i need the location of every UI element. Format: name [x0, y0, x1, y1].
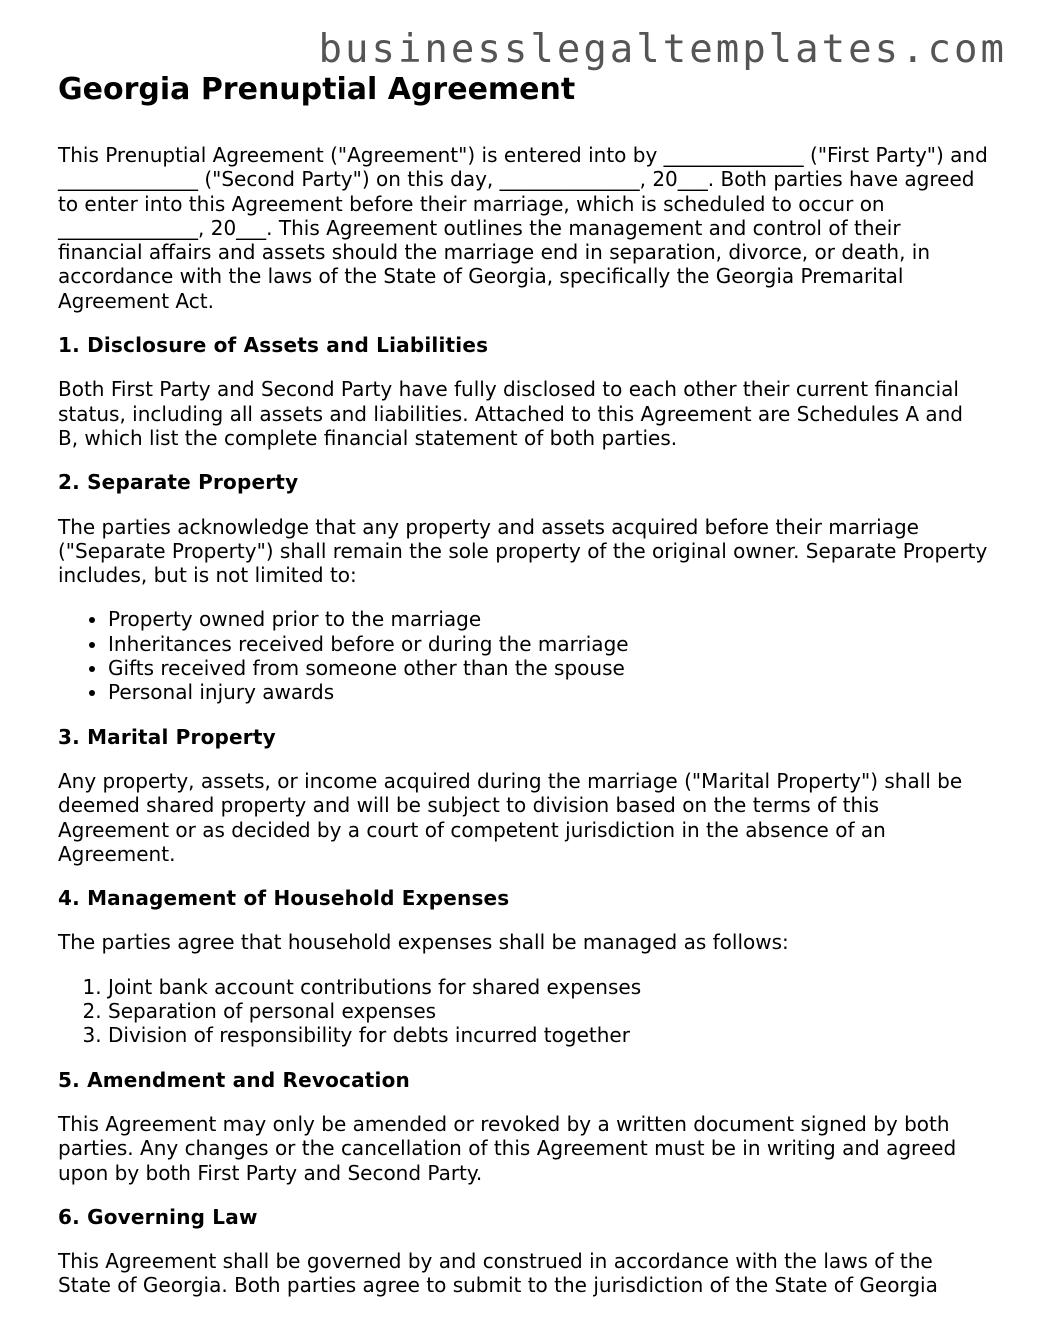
document-title: Georgia Prenuptial Agreement	[58, 72, 576, 107]
section-heading-amendment: 5. Amendment and Revocation	[58, 1067, 410, 1092]
watermark: businesslegaltemplates.com	[318, 27, 1007, 72]
section-body-amendment: This Agreement may only be amended or revoked by a written document signed by both parties. Any changes or the cancellation of this Agreement must be in writing and agreed upon by both First Party and Second Party.	[58, 1111, 957, 1185]
list-item: • Gifts received from someone other than the spouse	[108, 656, 988, 680]
list-item: 1. Joint bank account contributions for shared expenses	[108, 975, 988, 999]
list-item: • Property owned prior to the marriage	[108, 607, 988, 631]
section-heading-separate-property: 2. Separate Property	[58, 470, 299, 495]
list-item: • Inheritances received before or during the marriage	[108, 632, 988, 656]
section-heading-household-expenses: 4. Management of Household Expenses	[58, 886, 510, 911]
section-heading-governing-law: 6. Governing Law	[58, 1204, 258, 1229]
section-body-disclosure: Both First Party and Second Party have fully disclosed to each other their current financial status, including all assets and liabilities. Attached to this Agreement are Schedules A and B, which list the complete financial statement of both parties.	[58, 377, 963, 450]
household-expenses-list	[58, 975, 988, 1048]
section-body-marital-property: Any property, assets, or income acquired during the marriage ("Marital Property") shall be deemed shared property and will be subject to division based on the terms of this Agreement or as decided by a court of competent jurisdiction in the absence of an Agreement.	[58, 768, 963, 866]
section-heading-marital-property: 3. Marital Property	[58, 724, 276, 749]
intro-paragraph: This Prenuptial Agreement ("Agreement") is entered into by ______________ ("First Party") and ______________ ("Second Party") on this day, ______________, 20___. Both parties have agreed to enter into this Agreement before their marriage, which is scheduled to occur on ______________, 20___. This Agreement outlines the management and control of their financial affairs and assets should the marriage end in separation, divorce, or death, in accordance with the laws of the State of Georgia, specifically the Georgia Premarital Agreement Act.	[58, 143, 988, 313]
section-body-household-expenses: The parties agree that household expenses shall be managed as follows:	[58, 930, 789, 955]
section-heading-disclosure: 1. Disclosure of Assets and Liabilities	[58, 333, 489, 358]
list-item: 2. Separation of personal expenses	[108, 999, 988, 1023]
list-item: 3. Division of responsibility for debts incurred together	[108, 1023, 988, 1047]
list-item: • Personal injury awards	[108, 680, 988, 704]
section-body-governing-law: This Agreement shall be governed by and construed in accordance with the laws of the State of Georgia. Both parties agree to submit to the jurisdiction of the State of Georgia	[58, 1249, 938, 1298]
document-body	[58, 72, 988, 1318]
section-body-separate-property: The parties acknowledge that any property and assets acquired before their marriage ("Separate Property") shall remain the sole property of the original owner. Separate Property includes, but is not limited to:	[58, 514, 988, 588]
separate-property-list	[58, 607, 988, 704]
